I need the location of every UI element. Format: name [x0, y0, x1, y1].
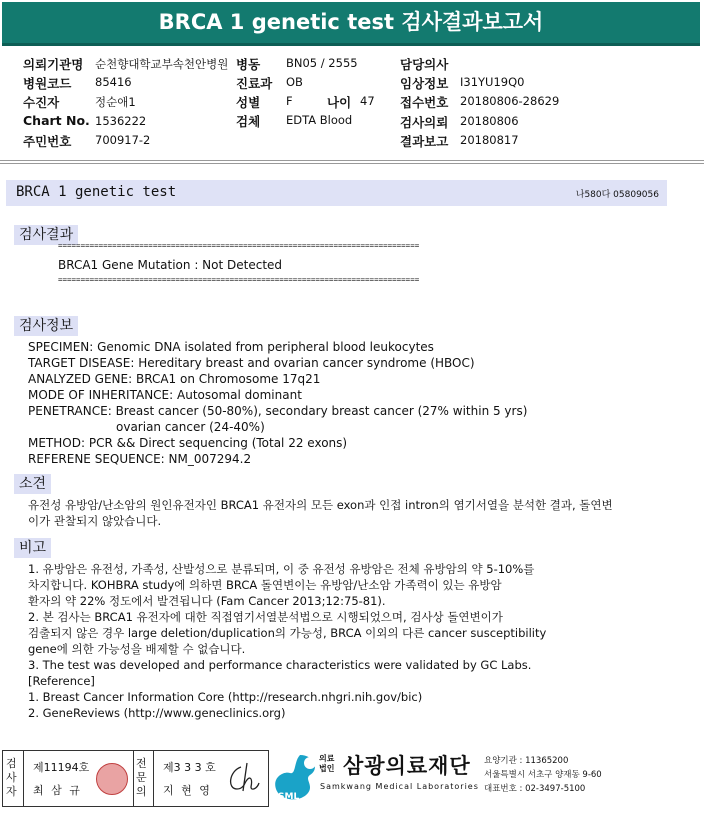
value-test-request: 20180806: [460, 114, 519, 128]
org-prefix-2: 법인: [319, 764, 335, 773]
signature-box: [2, 750, 269, 807]
signature-separator: [153, 751, 154, 806]
contact-line: 대표번호 : 02-3497-5100: [484, 784, 586, 794]
finding-block: [28, 497, 698, 529]
label-clinical-info: 임상정보: [400, 76, 449, 91]
remarks-line: 3. The test was developed and performance characteristics were validated by GC Labs.: [28, 658, 532, 672]
header-divider: [0, 160, 704, 161]
test-name-bar: [6, 180, 667, 206]
remarks-line: 환자의 약 22% 정도에서 발견됩니다 (Fam Cancer 2013;12:75-81).: [28, 594, 386, 608]
section-heading-result: 검사결과: [14, 225, 78, 245]
specialist-name: 지 현 영: [163, 784, 212, 797]
remarks-line: 검출되지 않은 경우 large deletion/duplication의 가능성, BRCA 이외의 다른 cancer susceptibility: [28, 626, 547, 640]
signature-separator: [23, 751, 24, 806]
label-hospital-code: 병원코드: [23, 76, 72, 91]
test-info-line: METHOD: PCR && Direct sequencing (Total 22 exons): [28, 436, 348, 450]
test-info-line: PENETRANCE: Breast cancer (50-80%), secondary breast cancer (27% within 5 yrs): [28, 404, 528, 418]
value-age: 47: [360, 94, 375, 108]
value-result-report: 20180817: [460, 133, 519, 147]
test-info-line: SPECIMEN: Genomic DNA isolated from peripheral blood leukocytes: [28, 340, 434, 354]
label-chart-no: Chart No.: [23, 113, 90, 128]
specialist-label: 전문의: [136, 757, 147, 798]
test-info-line: TARGET DISEASE: Hereditary breast and ovarian cancer syndrome (HBOC): [28, 356, 475, 370]
label-sex: 성별: [236, 95, 261, 110]
label-department: 진료과: [236, 76, 273, 91]
remarks-line: 차지합니다. KOHBRA study에 의하면 BRCA 돌연변이는 유방암/난소암 가족력이 있는 유방암: [28, 578, 502, 592]
signature-separator: [133, 751, 134, 806]
label-age: 나이: [327, 95, 352, 110]
test-info-line: ANALYZED GENE: BRCA1 on Chromosome 17q21: [28, 372, 321, 386]
patient-info-block: [0, 55, 704, 155]
value-hospital-code: 85416: [95, 75, 132, 89]
org-english-name: Samkwang Medical Laboratories: [320, 782, 479, 791]
remarks-line: 1. 유방암은 유전성, 가족성, 산발성으로 분류되며, 이 중 유전성 유방암은 전체 유방암의 약 5-10%를: [28, 562, 535, 576]
finding-line: 유전성 유방암/난소암의 원인유전자인 BRCA1 유전자의 모든 exon과 인접 intron의 염기서열을 분석한 결과, 돌연변: [28, 498, 613, 512]
label-patient: 수진자: [23, 95, 60, 110]
label-ward: 병동: [236, 57, 261, 72]
contact-line: 요양기관 : 11365200: [484, 756, 569, 766]
value-chart-no: 1536222: [95, 114, 147, 128]
value-clinical-info: I31YU19Q0: [460, 75, 525, 89]
test-info-line: ovarian cancer (24-40%): [116, 420, 265, 434]
label-result-report: 결과보고: [400, 134, 449, 149]
test-name: BRCA 1 genetic test: [16, 184, 177, 200]
test-info-block: [28, 339, 688, 467]
org-prefix-1: 의료: [319, 754, 335, 763]
label-specimen: 검체: [236, 114, 261, 129]
section-heading-test-info: 검사정보: [14, 316, 78, 336]
label-test-request: 검사의뢰: [400, 115, 449, 130]
tester-label: 검사자: [6, 757, 17, 798]
value-ward: BN05 / 2555: [286, 56, 358, 70]
value-specimen: EDTA Blood: [286, 113, 353, 127]
remarks-line: 2. 본 검사는 BRCA1 유전자에 대한 직접염기서열분석법으로 시행되었으며, 검사상 돌연변이가: [28, 610, 503, 624]
remarks-line: 2. GeneReviews (http://www.geneclinics.org): [28, 706, 286, 720]
header-divider-2: [0, 163, 704, 164]
specialist-signature-icon: [223, 761, 263, 797]
tester-license-no: 제11194호: [33, 761, 90, 774]
sml-logo-text: SML: [278, 792, 300, 802]
label-requesting-institution: 의뢰기관명: [23, 57, 84, 72]
result-separator-bottom: ================================================================================: [58, 275, 420, 284]
result-text: BRCA1 Gene Mutation : Not Detected: [58, 258, 283, 272]
section-heading-finding: 소견: [14, 474, 51, 494]
test-info-line: REFERENE SEQUENCE: NM_007294.2: [28, 452, 252, 466]
tester-seal-icon: [96, 763, 128, 795]
result-separator-top: ================================================================================: [58, 241, 420, 250]
finding-line: 이가 관찰되지 않았습니다.: [28, 514, 162, 528]
label-resident-no: 주민번호: [23, 134, 72, 149]
report-title: BRCA 1 genetic test 검사결과보고서: [158, 10, 544, 34]
remarks-line: [Reference]: [28, 674, 95, 688]
section-heading-remarks: 비고: [14, 538, 51, 558]
org-name: 삼광의료재단: [343, 754, 471, 778]
value-requesting-institution: 순천향대학교부속천안병원: [95, 57, 229, 71]
report-header: [0, 0, 704, 46]
remarks-line: gene에 의한 가능성을 배제할 수 없습니다.: [28, 642, 246, 656]
org-contact: [484, 754, 602, 796]
value-patient: 정순애1: [95, 95, 136, 109]
value-department: OB: [286, 75, 303, 89]
test-info-line: MODE OF INHERITANCE: Autosomal dominant: [28, 388, 302, 402]
label-physician: 담당의사: [400, 57, 449, 72]
remarks-line: 1. Breast Cancer Information Core (http://research.nhgri.nih.gov/bic): [28, 690, 423, 704]
specialist-license-no: 제3 3 3 호: [163, 761, 216, 774]
remarks-block: [28, 561, 698, 721]
label-receipt-no: 접수번호: [400, 95, 449, 110]
value-receipt-no: 20180806-28629: [460, 94, 560, 108]
header-bar: [2, 2, 700, 46]
report-footer: [0, 748, 704, 815]
value-resident-no: 700917-2: [95, 133, 151, 147]
contact-line: 서울특별시 서초구 양재동 9-60: [484, 770, 602, 780]
test-code: 나580다 05809056: [575, 190, 659, 200]
value-sex: F: [286, 94, 293, 108]
tester-name: 최 삼 규: [33, 784, 82, 797]
